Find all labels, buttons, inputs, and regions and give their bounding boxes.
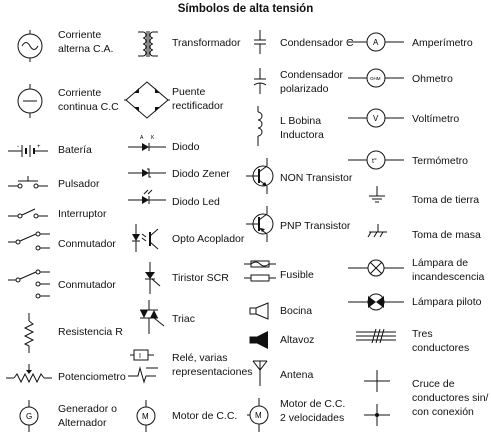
led-symbol	[128, 190, 166, 206]
label-interruptor: Interruptor	[58, 208, 107, 220]
label-motor-2v-2: 2 velocidades	[280, 412, 345, 424]
label-npn: NON Transistor	[280, 172, 353, 184]
crossing-with-connection-symbol	[364, 404, 390, 426]
label-condensador-pol-1: Condensador	[280, 69, 344, 81]
label-puente-2: rectificador	[172, 100, 224, 112]
ammeter-letter: A	[373, 38, 379, 47]
dc-current-symbol	[10, 84, 50, 118]
pnp-transistor-symbol	[246, 206, 276, 242]
motor-2v-letter: M	[255, 411, 262, 420]
loudspeaker-symbol	[248, 330, 274, 350]
horn-symbol	[248, 302, 274, 320]
label-corriente-continua-1: Corriente	[58, 87, 102, 99]
label-diodo: Diodo	[172, 141, 200, 153]
label-lampara-piloto: Lámpara piloto	[412, 296, 482, 308]
ohmmeter-letters: OHM	[370, 76, 381, 81]
label-condensador-pol-2: polarizado	[280, 83, 329, 95]
label-lampara-inc-1: Lámpara de	[412, 257, 469, 269]
capacitor-symbol	[252, 30, 268, 54]
label-corriente-alterna-1: Corriente	[58, 29, 102, 41]
switch-symbol	[8, 207, 48, 221]
label-generador-2: Alternador	[58, 417, 107, 429]
label-conmutador-2: Conmutador	[58, 279, 116, 291]
battery-symbol	[8, 142, 48, 158]
label-bateria: Batería	[58, 144, 92, 156]
two-speed-motor-symbol	[246, 398, 272, 432]
bridge-rectifier-symbol	[124, 80, 170, 120]
label-puente-1: Puente	[172, 86, 206, 98]
label-rele-2: representaciones	[172, 366, 253, 378]
diode-anode-label: A	[140, 135, 144, 141]
label-altavoz: Altavoz	[280, 334, 315, 346]
fuse-symbol	[244, 258, 276, 284]
label-transformador: Transformador	[172, 37, 241, 49]
label-toma-tierra: Toma de tierra	[412, 194, 480, 206]
thermometer-letters: t°	[372, 158, 377, 165]
scr-thyristor-symbol	[138, 262, 166, 294]
label-tres-conductores-1: Tres	[412, 328, 433, 340]
label-corriente-alterna-2: alterna C.A.	[58, 43, 114, 55]
potentiometer-symbol	[6, 364, 52, 386]
label-cruce-2: conductores sin/	[412, 392, 489, 404]
label-tiristor: Tiristor SCR	[172, 272, 229, 284]
label-potenciometro: Potenciometro	[58, 371, 126, 383]
label-resistencia: Resistencia R	[58, 326, 123, 338]
label-motor-2v-1: Motor de C.C.	[280, 398, 346, 410]
label-termometro: Termómetro	[412, 155, 469, 167]
label-bobina-1: L Bobina	[280, 115, 322, 127]
label-diodo-led: Diodo Led	[172, 196, 220, 208]
label-bocina: Bocina	[280, 305, 313, 317]
voltmeter-symbol	[348, 108, 404, 128]
polarized-capacitor-symbol	[252, 68, 268, 94]
inductor-symbol	[252, 106, 268, 146]
crossing-no-connection-symbol	[364, 370, 390, 392]
changeover-switch-symbol-1	[8, 230, 50, 252]
battery-minus: -	[17, 144, 19, 150]
earth-ground-symbol	[366, 186, 388, 206]
label-pnp: PNP Transistor	[280, 220, 351, 232]
label-conmutador-1: Conmutador	[58, 238, 116, 250]
label-amperimetro: Amperímetro	[412, 37, 473, 49]
label-toma-masa: Toma de masa	[412, 229, 481, 241]
label-triac: Triac	[172, 313, 195, 325]
label-motor-cc: Motor de C.C.	[172, 410, 238, 422]
transformer-symbol	[136, 28, 160, 60]
ac-current-symbol	[10, 30, 50, 62]
label-antena: Antena	[280, 369, 314, 381]
thermometer-symbol	[348, 150, 404, 170]
resistor-symbol	[22, 313, 36, 353]
triac-symbol	[130, 300, 168, 334]
voltmeter-letter: V	[373, 114, 379, 123]
motor-letter: M	[142, 412, 149, 421]
label-fusible: Fusible	[280, 269, 314, 281]
antenna-symbol	[252, 360, 268, 386]
label-condensador-c: Condensador C	[280, 37, 354, 49]
optocoupler-symbol	[128, 224, 164, 254]
generator-letter: G	[26, 412, 33, 421]
npn-transistor-symbol	[246, 158, 276, 194]
relay-letter: I	[139, 353, 141, 360]
zener-diode-symbol	[128, 166, 166, 180]
ammeter-symbol	[348, 32, 404, 52]
label-pulsador: Pulsador	[58, 178, 100, 190]
label-corriente-continua-2: continua C.C	[58, 101, 119, 113]
label-cruce-3: con conexión	[412, 406, 474, 418]
label-cruce-1: Cruce de	[412, 378, 455, 390]
page-title: Símbolos de alta tensión	[177, 3, 314, 15]
label-tres-conductores-2: conductores	[412, 342, 470, 354]
battery-plus: +	[37, 144, 41, 150]
ohmmeter-symbol	[348, 68, 404, 88]
three-conductors-symbol	[356, 328, 396, 344]
label-diodo-zener: Diodo Zener	[172, 168, 230, 180]
pilot-lamp-symbol	[348, 292, 404, 312]
relay-symbol	[128, 348, 166, 384]
label-voltimetro: Voltímetro	[412, 113, 460, 125]
label-bobina-2: Inductora	[280, 129, 324, 141]
generator-symbol	[18, 400, 40, 432]
label-opto-acoplador: Opto Acoplador	[172, 233, 245, 245]
label-rele-1: Relé, varias	[172, 352, 228, 364]
dc-motor-symbol	[136, 400, 156, 432]
label-generador-1: Generador o	[58, 403, 117, 415]
pushbutton-symbol	[8, 176, 48, 190]
label-lampara-inc-2: incandescencia	[412, 271, 485, 283]
incandescent-lamp-symbol	[348, 258, 404, 278]
chassis-ground-symbol	[366, 224, 390, 240]
label-ohmetro: Ohmetro	[412, 73, 453, 85]
changeover-switch-symbol-2	[8, 268, 50, 300]
diode-cathode-label: K	[151, 135, 155, 141]
diode-symbol	[128, 134, 166, 154]
